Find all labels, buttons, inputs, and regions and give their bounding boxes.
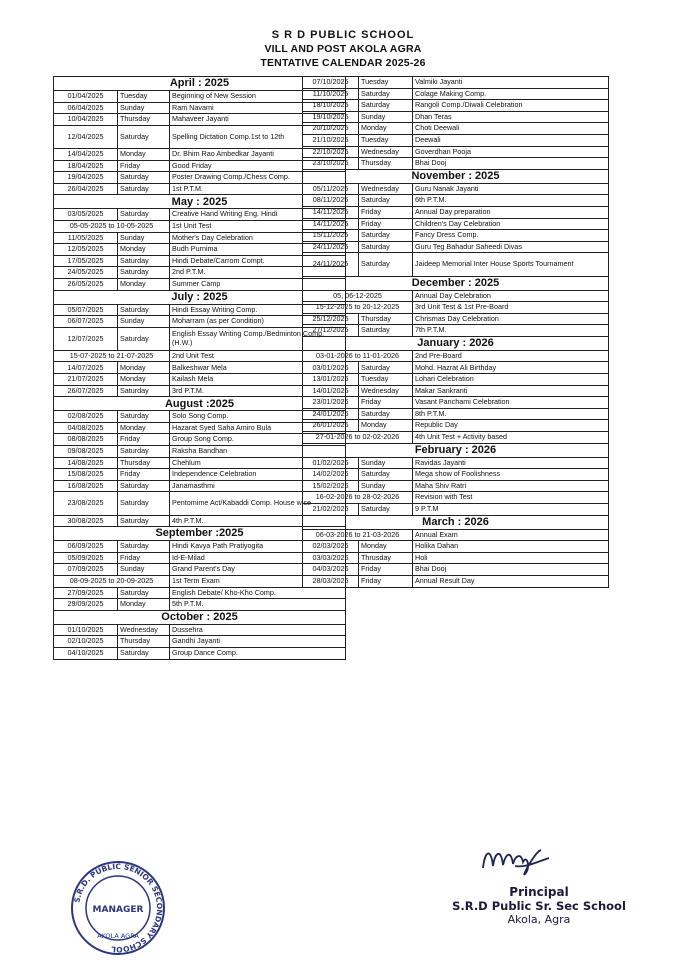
event-name: Creative Hand Writing Eng. Hindi <box>170 209 346 221</box>
event-date: 09/08/2025 <box>54 446 118 458</box>
table-row <box>303 420 609 432</box>
event-date: 11/10/2025 <box>303 88 359 100</box>
event-day: Wednesday <box>118 624 170 636</box>
event-name: 2nd Unit Test <box>170 350 346 362</box>
table-row <box>303 529 609 541</box>
calendar-right-column <box>302 76 608 588</box>
month-heading: October : 2025 <box>54 610 346 624</box>
event-day: Tuesday <box>359 374 413 386</box>
event-name: Makar Sankranti <box>413 385 609 397</box>
event-date: 26/07/2025 <box>54 385 118 397</box>
event-name: Jaideep Memorial Inter House Sports Tournament <box>413 253 609 276</box>
table-row <box>303 123 609 135</box>
event-date: 05/09/2025 <box>54 552 118 564</box>
table-row <box>303 77 609 89</box>
event-name: Mahaveer Jayanti <box>170 114 346 126</box>
event-day: Saturday <box>118 267 170 279</box>
month-heading: March : 2026 <box>303 515 609 529</box>
event-day: Saturday <box>359 504 413 516</box>
table-row <box>303 552 609 564</box>
event-name: Chehlum <box>170 457 346 469</box>
event-day: Saturday <box>359 253 413 276</box>
table-row <box>303 385 609 397</box>
event-day: Thursday <box>359 313 413 325</box>
event-name: 1st P.T.M. <box>170 183 346 195</box>
event-date: 04/08/2025 <box>54 422 118 434</box>
event-date: 14/02/2026 <box>303 469 359 481</box>
event-date: 01/10/2025 <box>54 624 118 636</box>
event-day: Thrusday <box>359 552 413 564</box>
table-row <box>54 624 346 636</box>
stamp-ring-text: S.R.D. PUBLIC SENIOR SECONDARY SCHOOL <box>72 861 165 955</box>
event-day: Saturday <box>118 647 170 659</box>
event-date: 15-07-2025 to 21-07-2025 <box>54 350 170 362</box>
event-day: Monday <box>359 123 413 135</box>
event-name: Maha Shiv Ratri <box>413 480 609 492</box>
table-row <box>303 432 609 444</box>
event-day: Saturday <box>118 515 170 527</box>
event-date: 06/09/2025 <box>54 541 118 553</box>
event-name: Mega show of Foolishness <box>413 469 609 481</box>
table-row <box>303 290 609 302</box>
table-row <box>303 408 609 420</box>
event-day: Tuesday <box>359 77 413 89</box>
event-day: Monday <box>118 374 170 386</box>
event-name: Raksha Bandhan <box>170 446 346 458</box>
event-date: 14/04/2025 <box>54 148 118 160</box>
event-date: 06/07/2025 <box>54 316 118 328</box>
event-name: 1st Unit Test <box>170 220 346 232</box>
event-day: Saturday <box>118 304 170 316</box>
event-date: 21/10/2025 <box>303 134 359 146</box>
signature-school: S.R.D Public Sr. Sec School <box>452 899 626 913</box>
event-name: Good Friday <box>170 160 346 172</box>
table-row <box>303 302 609 314</box>
event-date: 07/09/2025 <box>54 564 118 576</box>
event-date: 14/11/2025 <box>303 206 359 218</box>
event-name: 5th P.T.M. <box>170 599 346 611</box>
event-date: 27-01-2026 to 02-02-2026 <box>303 432 413 444</box>
table-row <box>303 218 609 230</box>
event-date: 03/05/2025 <box>54 209 118 221</box>
event-day: Saturday <box>118 385 170 397</box>
event-name: Valmiki Jayanti <box>413 77 609 89</box>
event-date: 25/12/2025 <box>303 313 359 325</box>
event-date: 03/01/2026 <box>303 362 359 374</box>
event-day: Saturday <box>359 100 413 112</box>
month-heading: February : 2026 <box>303 443 609 457</box>
event-name: Ravidas Jayanti <box>413 457 609 469</box>
month-heading: December : 2025 <box>303 276 609 290</box>
event-day: Saturday <box>118 183 170 195</box>
stamp-bottom-text: AKOLA AGRA <box>97 932 139 940</box>
event-day: Friday <box>359 564 413 576</box>
event-day: Friday <box>359 206 413 218</box>
month-heading: July : 2025 <box>54 290 346 304</box>
event-name: Guru Teg Bahadur Saheedi Divas <box>413 241 609 253</box>
event-date: 23/08/2025 <box>54 492 118 515</box>
event-name: Bhai Dooj <box>413 158 609 170</box>
table-row <box>303 504 609 516</box>
event-day: Monday <box>359 420 413 432</box>
event-name: 3rd Unit Test & 1st Pre-Board <box>413 302 609 314</box>
signature-scribble <box>475 838 555 883</box>
event-name: Annual Day Celebration <box>413 290 609 302</box>
event-name: Group Dance Comp. <box>170 647 346 659</box>
month-heading: April : 2025 <box>54 77 346 91</box>
event-date: 19/10/2025 <box>303 111 359 123</box>
event-name: Hindi Kavya Path Pratiyogita <box>170 541 346 553</box>
event-name: English Debate/ Kho-Kho Comp. <box>170 587 346 599</box>
month-header-row <box>303 515 609 529</box>
event-day: Thursday <box>359 158 413 170</box>
event-day: Saturday <box>359 195 413 207</box>
event-date: 16/08/2025 <box>54 480 118 492</box>
event-date: 24/11/2025 <box>303 241 359 253</box>
event-name: Annual Day preparation <box>413 206 609 218</box>
event-name: 9 P.T.M <box>413 504 609 516</box>
event-day: Thursday <box>118 636 170 648</box>
event-day: Sunday <box>359 111 413 123</box>
event-day: Monday <box>118 422 170 434</box>
stamp-center-text: MANAGER <box>92 905 144 915</box>
table-row <box>303 374 609 386</box>
event-date: 02/10/2025 <box>54 636 118 648</box>
event-day: Friday <box>118 552 170 564</box>
event-date: 05, 06-12-2025 <box>303 290 413 302</box>
event-day: Saturday <box>359 325 413 337</box>
event-name: Revision with Test <box>413 492 609 504</box>
event-name: Summer Camp <box>170 278 346 290</box>
table-row <box>303 541 609 553</box>
event-name: 6th P.T.M. <box>413 195 609 207</box>
table-row <box>303 134 609 146</box>
event-name: English Essay Writing Comp./Bedminton Comp. (H.W.) <box>170 327 346 350</box>
table-row <box>303 183 609 195</box>
table-row <box>303 241 609 253</box>
event-day: Saturday <box>118 209 170 221</box>
event-day: Saturday <box>118 327 170 350</box>
event-name: Ram Navami <box>170 102 346 114</box>
event-date: 03/03/2026 <box>303 552 359 564</box>
event-name: Annual Exam <box>413 529 609 541</box>
month-heading: November : 2025 <box>303 169 609 183</box>
event-day: Sunday <box>118 102 170 114</box>
event-day: Friday <box>359 575 413 587</box>
event-day: Saturday <box>359 88 413 100</box>
event-date: 26/01/2026 <box>303 420 359 432</box>
event-day: Saturday <box>359 408 413 420</box>
month-heading: September :2025 <box>54 527 346 541</box>
event-name: 8th P.T.M. <box>413 408 609 420</box>
table-row <box>303 146 609 158</box>
event-day: Saturday <box>359 362 413 374</box>
event-day: Saturday <box>118 172 170 184</box>
event-date: 29/09/2025 <box>54 599 118 611</box>
table-row <box>303 313 609 325</box>
event-name: Deewali <box>413 134 609 146</box>
event-date: 08-09-2025 to 20-09-2025 <box>54 575 170 587</box>
event-day: Monday <box>118 278 170 290</box>
event-day: Monday <box>359 541 413 553</box>
event-date: 22/10/2025 <box>303 146 359 158</box>
event-name: Independence Celebration <box>170 469 346 481</box>
event-name: Vasant Panchami Celebration <box>413 397 609 409</box>
event-date: 14/08/2025 <box>54 457 118 469</box>
event-date: 21/02/2026 <box>303 504 359 516</box>
event-day: Sunday <box>118 316 170 328</box>
event-name: Dhan Teras <box>413 111 609 123</box>
month-heading: May : 2025 <box>54 195 346 209</box>
event-name: Mother's Day Celebration <box>170 232 346 244</box>
event-name: Goverdhan Pooja <box>413 146 609 158</box>
event-date: 05/11/2025 <box>303 183 359 195</box>
table-row <box>54 587 346 599</box>
event-date: 12/04/2025 <box>54 125 118 148</box>
event-day: Saturday <box>359 241 413 253</box>
table-row <box>303 575 609 587</box>
table-row <box>303 158 609 170</box>
event-date: 01/04/2025 <box>54 91 118 103</box>
event-date: 14/01/2026 <box>303 385 359 397</box>
event-day: Saturday <box>118 587 170 599</box>
event-day: Saturday <box>118 411 170 423</box>
event-day: Tuesday <box>359 134 413 146</box>
event-name: Spelling Dictation Comp.1st to 12th <box>170 125 346 148</box>
event-date: 04/10/2025 <box>54 647 118 659</box>
event-date: 15/11/2025 <box>303 230 359 242</box>
month-header-row <box>303 276 609 290</box>
event-date: 27/09/2025 <box>54 587 118 599</box>
event-day: Saturday <box>359 469 413 481</box>
event-date: 01/02/2026 <box>303 457 359 469</box>
event-day: Friday <box>118 469 170 481</box>
event-name: Pentomime Act/Kabaddi Comp. House wise <box>170 492 346 515</box>
event-day: Sunday <box>359 480 413 492</box>
table-row <box>303 206 609 218</box>
event-date: 08/11/2025 <box>303 195 359 207</box>
event-day: Saturday <box>359 230 413 242</box>
event-date: 20/10/2025 <box>303 123 359 135</box>
event-name: Dussehra <box>170 624 346 636</box>
event-date: 18/10/2025 <box>303 100 359 112</box>
event-day: Saturday <box>118 492 170 515</box>
event-day: Monday <box>118 148 170 160</box>
month-header-row <box>303 336 609 350</box>
event-name: Kailash Mela <box>170 374 346 386</box>
manager-stamp <box>68 858 168 958</box>
table-row <box>303 564 609 576</box>
event-name: Group Song Comp. <box>170 434 346 446</box>
event-day: Sunday <box>359 457 413 469</box>
event-day: Wednesday <box>359 183 413 195</box>
event-date: 07/10/2025 <box>303 77 359 89</box>
event-name: Moharram (as per Condition) <box>170 316 346 328</box>
table-row <box>54 599 346 611</box>
event-date: 15/02/2026 <box>303 480 359 492</box>
event-name: Fancy Dress Comp. <box>413 230 609 242</box>
event-date: 10/04/2025 <box>54 114 118 126</box>
calendar-title: TENTATIVE CALENDAR 2025-26 <box>260 57 426 69</box>
event-day: Saturday <box>118 446 170 458</box>
event-date: 13/01/2026 <box>303 374 359 386</box>
event-date: 24/11/2025 <box>303 253 359 276</box>
month-heading: January : 2026 <box>303 336 609 350</box>
event-day: Monday <box>118 244 170 256</box>
document-header <box>0 28 686 70</box>
event-date: 12/07/2025 <box>54 327 118 350</box>
event-day: Thursday <box>118 457 170 469</box>
month-header-row <box>54 610 346 624</box>
event-name: Beginning of New Session <box>170 91 346 103</box>
event-date: 19/04/2025 <box>54 172 118 184</box>
event-name: Holika Dahan <box>413 541 609 553</box>
event-day: Monday <box>118 599 170 611</box>
table-row <box>303 230 609 242</box>
event-day: Friday <box>118 434 170 446</box>
event-date: 27/12/2025 <box>303 325 359 337</box>
table-row <box>54 636 346 648</box>
signature-title: Principal <box>509 885 569 899</box>
event-name: Id-E-Milad <box>170 552 346 564</box>
event-date: 11/05/2025 <box>54 232 118 244</box>
event-date: 24/01/2026 <box>303 408 359 420</box>
event-date: 05/07/2025 <box>54 304 118 316</box>
month-heading: August :2025 <box>54 397 346 411</box>
event-name: 7th P.T.M. <box>413 325 609 337</box>
event-name: Bhai Dooj <box>413 564 609 576</box>
event-name: Guru Nanak Jayanti <box>413 183 609 195</box>
principal-signature-block <box>444 885 634 926</box>
event-day: Saturday <box>118 125 170 148</box>
event-name: Grand Parent's Day <box>170 564 346 576</box>
event-name: Budh Purnima <box>170 244 346 256</box>
table-row <box>303 88 609 100</box>
event-date: 26/04/2025 <box>54 183 118 195</box>
event-name: Colage Making Comp. <box>413 88 609 100</box>
event-name: Poster Drawing Comp./Chess Comp. <box>170 172 346 184</box>
event-date: 15/08/2025 <box>54 469 118 481</box>
event-name: Chrismas Day Celebration <box>413 313 609 325</box>
event-date: 03-01-2026 to 11-01-2026 <box>303 350 413 362</box>
table-row <box>54 647 346 659</box>
event-date: 06/04/2025 <box>54 102 118 114</box>
table-row <box>303 195 609 207</box>
table-row <box>303 100 609 112</box>
event-name: Balkeshwar Mela <box>170 362 346 374</box>
event-date: 23/01/2026 <box>303 397 359 409</box>
month-header-row <box>303 169 609 183</box>
event-date: 26/05/2025 <box>54 278 118 290</box>
event-name: 4th P.T.M. <box>170 515 346 527</box>
event-day: Friday <box>359 218 413 230</box>
event-name: Republic Day <box>413 420 609 432</box>
event-date: 02/08/2025 <box>54 411 118 423</box>
event-date: 14/07/2025 <box>54 362 118 374</box>
event-day: Wednesday <box>359 146 413 158</box>
event-date: 17/05/2025 <box>54 255 118 267</box>
event-date: 05-05-2025 to 10-05-2025 <box>54 220 170 232</box>
event-date: 15-12-2025 to 20-12-2025 <box>303 302 413 314</box>
event-day: Wednesday <box>359 385 413 397</box>
event-day: Friday <box>118 160 170 172</box>
signature-place: Akola, Agra <box>507 913 571 926</box>
table-row <box>303 492 609 504</box>
school-address: VILL AND POST AKOLA AGRA <box>264 43 422 55</box>
table-row <box>303 350 609 362</box>
event-name: Choti Deewali <box>413 123 609 135</box>
event-name: Lohari Celebration <box>413 374 609 386</box>
event-name: Holi <box>413 552 609 564</box>
event-name: Janamasthmi <box>170 480 346 492</box>
event-date: 08/08/2025 <box>54 434 118 446</box>
event-name: Hindi Debate/Carrom Compt. <box>170 255 346 267</box>
event-date: 02/03/2026 <box>303 541 359 553</box>
event-name: 4th Unit Test + Activity based <box>413 432 609 444</box>
event-name: Gandhi Jayanti <box>170 636 346 648</box>
event-date: 14/11/2025 <box>303 218 359 230</box>
event-name: Dr. Bhim Rao Ambedkar Jayanti <box>170 148 346 160</box>
month-header-row <box>303 443 609 457</box>
event-date: 28/03/2026 <box>303 575 359 587</box>
event-day: Saturday <box>118 255 170 267</box>
event-name: 2nd P.T.M. <box>170 267 346 279</box>
event-name: Hindi Essay Writing Comp. <box>170 304 346 316</box>
event-date: 30/08/2025 <box>54 515 118 527</box>
event-date: 04/03/2026 <box>303 564 359 576</box>
event-name: 1st Term Exam <box>170 575 346 587</box>
event-date: 18/04/2025 <box>54 160 118 172</box>
table-row <box>303 480 609 492</box>
school-name: S R D PUBLIC SCHOOL <box>271 29 415 41</box>
event-day: Monday <box>118 362 170 374</box>
event-date: 12/05/2025 <box>54 244 118 256</box>
event-date: 24/05/2025 <box>54 267 118 279</box>
event-name: 2nd Pre-Board <box>413 350 609 362</box>
table-row <box>303 469 609 481</box>
event-date: 23/10/2025 <box>303 158 359 170</box>
table-row <box>303 362 609 374</box>
table-row <box>303 397 609 409</box>
event-day: Friday <box>359 397 413 409</box>
event-name: Mohd. Hazrat Ali Birthday <box>413 362 609 374</box>
event-name: Annual Result Day <box>413 575 609 587</box>
event-day: Sunday <box>118 564 170 576</box>
event-name: Hazarat Syed Saha Amiro Bula <box>170 422 346 434</box>
table-row <box>303 253 609 276</box>
event-name: Solo Song Comp. <box>170 411 346 423</box>
event-date: 21/07/2025 <box>54 374 118 386</box>
event-name: Rangoli Comp./Diwali Celebration <box>413 100 609 112</box>
event-day: Tuesday <box>118 91 170 103</box>
event-day: Saturday <box>118 480 170 492</box>
event-date: 06-03-2026 to 21-03-2026 <box>303 529 413 541</box>
event-day: Saturday <box>118 541 170 553</box>
event-date: 16-02-2026 to 28-02-2026 <box>303 492 413 504</box>
event-name: Children's Day Celebration <box>413 218 609 230</box>
table-row <box>303 457 609 469</box>
calendar-right-table <box>302 76 609 588</box>
event-day: Thursday <box>118 114 170 126</box>
event-name: 3rd P.T.M. <box>170 385 346 397</box>
table-row <box>303 111 609 123</box>
table-row <box>303 325 609 337</box>
event-day: Sunday <box>118 232 170 244</box>
